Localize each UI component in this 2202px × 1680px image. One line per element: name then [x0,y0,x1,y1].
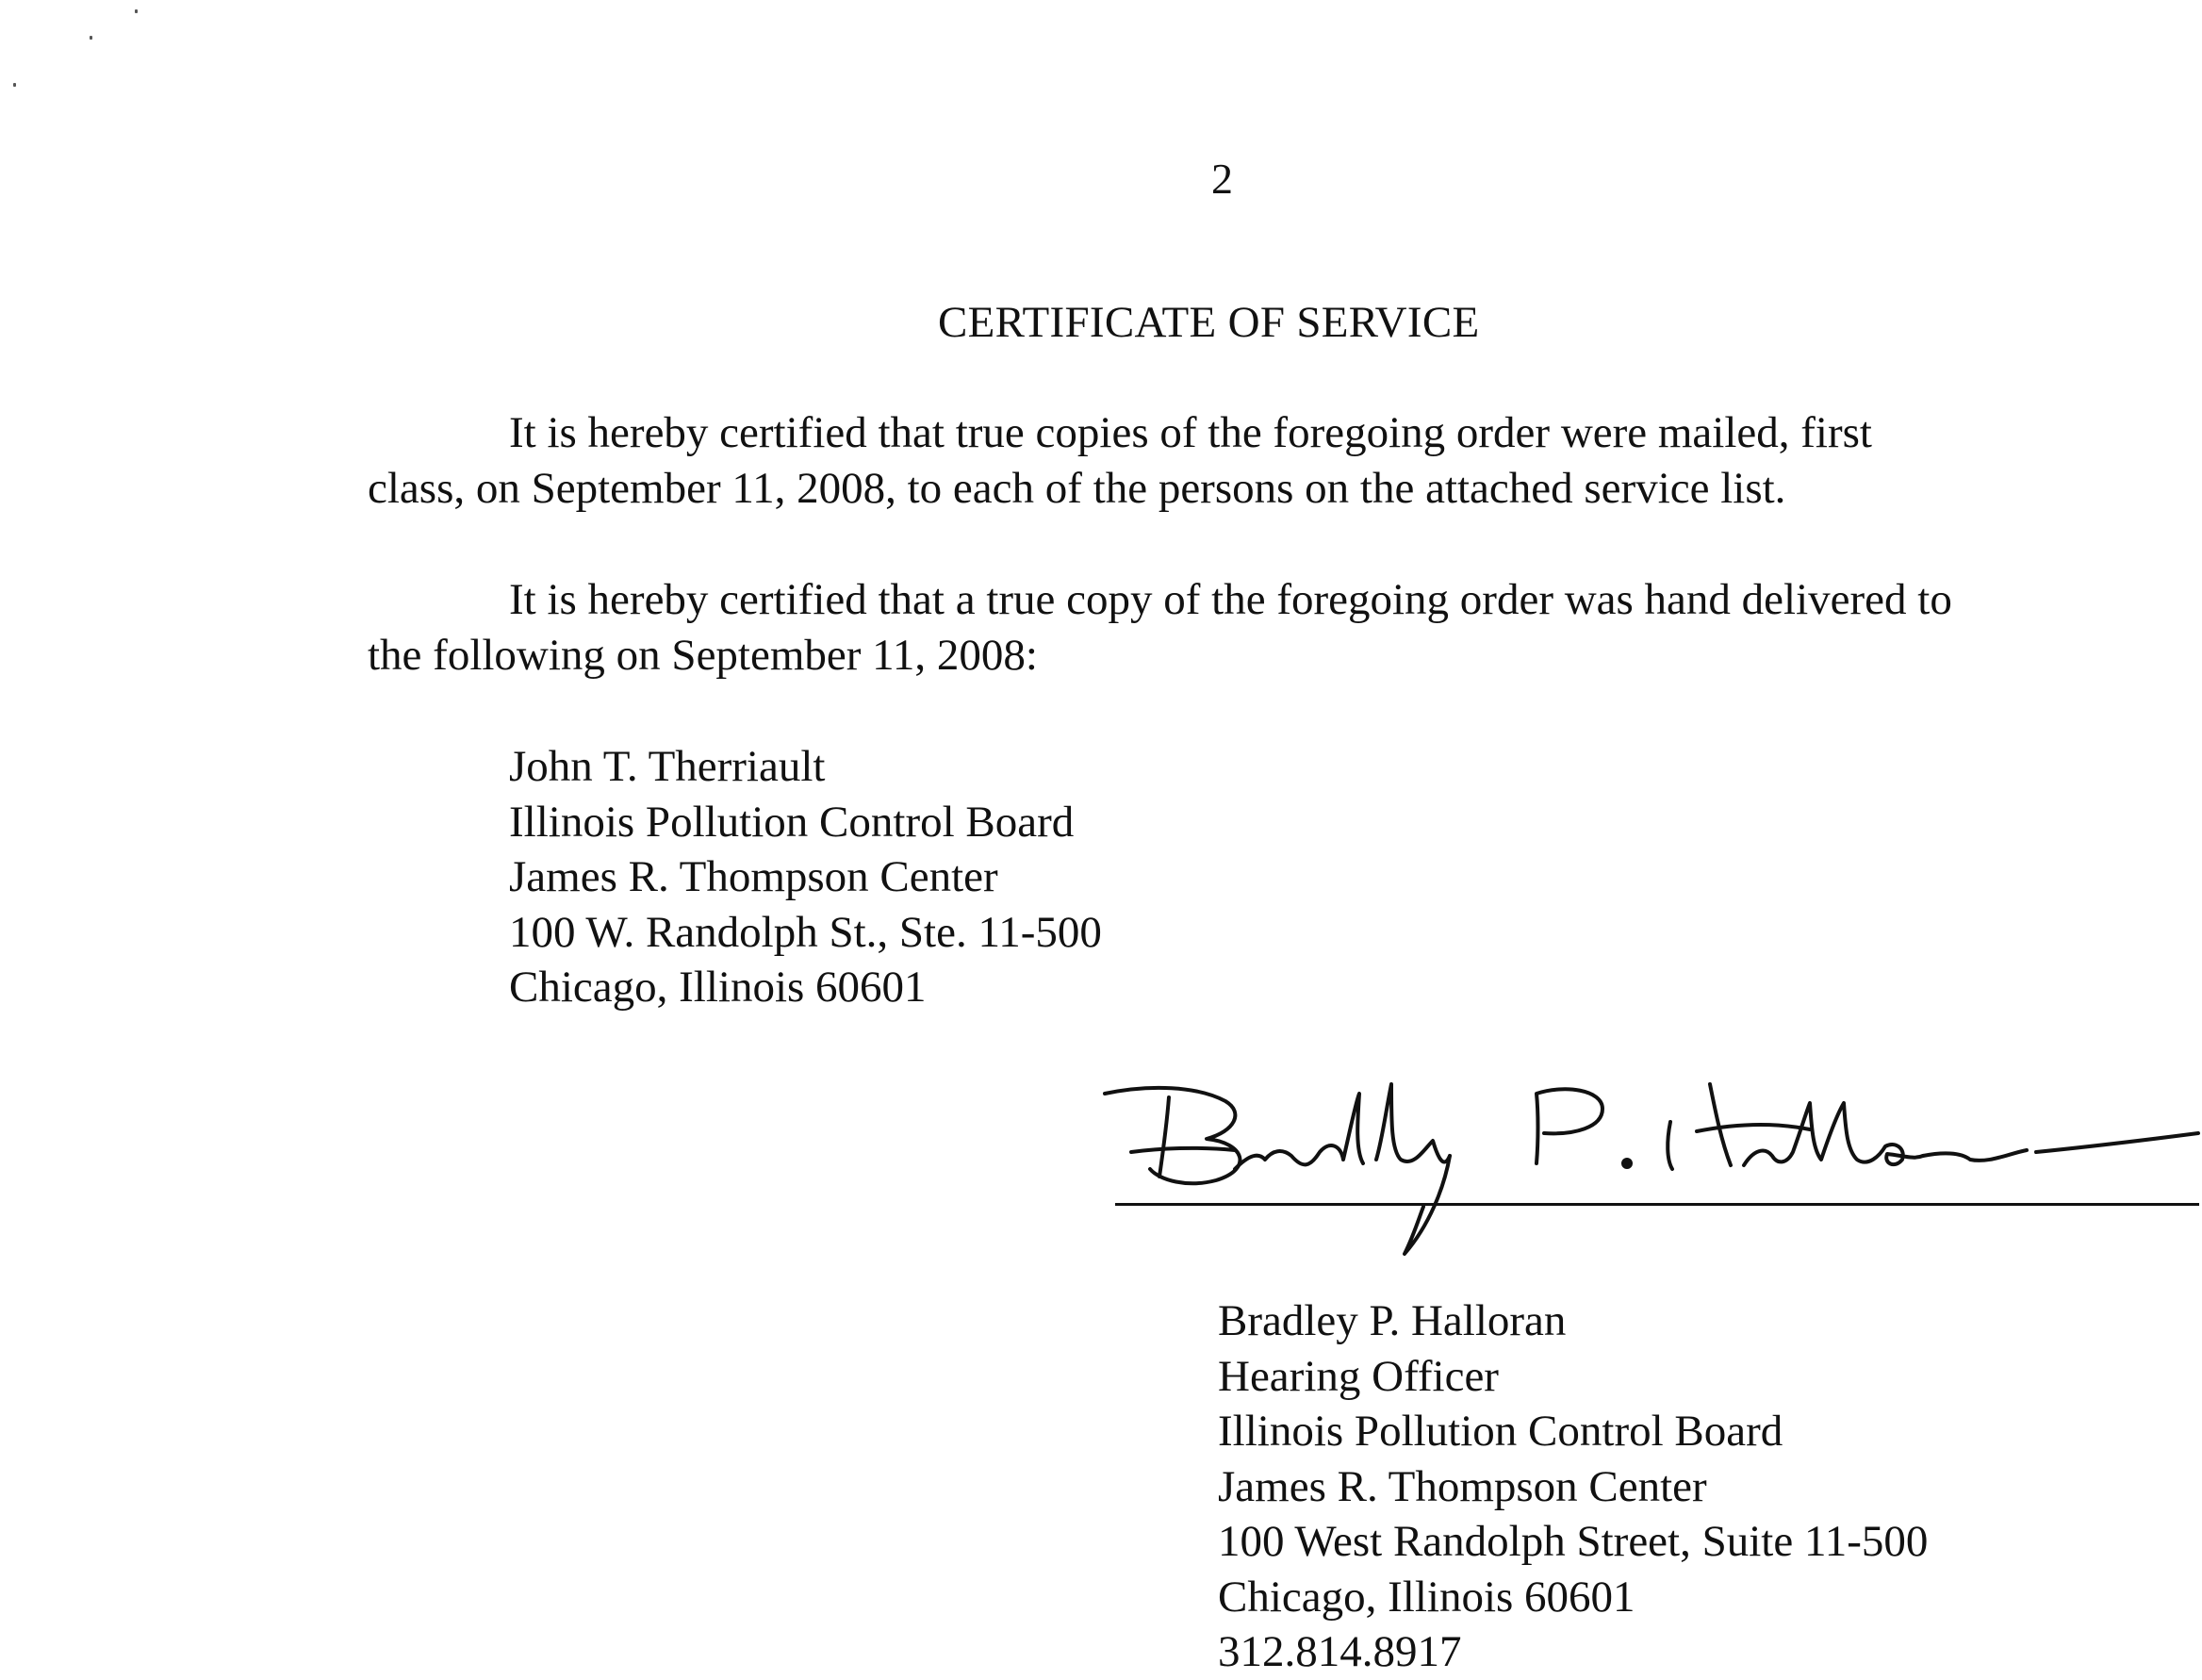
signer-block [1218,1293,1928,1680]
paragraph-line: class, on September 11, 2008, to each of the persons on the attached service list. [368,464,1786,513]
recipient-name: John T. Therriault [509,742,826,791]
recipient-street: 100 W. Randolph St., Ste. 11-500 [509,907,1102,957]
signer-name: Bradley P. Halloran [1218,1296,1567,1345]
signer-phone: 312.814.8917 [1218,1627,1462,1676]
paragraph-line: It is hereby certified that true copies of the foregoing order were mailed, first [509,408,1872,457]
scan-speck [90,36,92,40]
paragraph-hand-delivered [368,572,2083,684]
recipient-building: James R. Thompson Center [509,852,998,901]
recipient-organization: Illinois Pollution Control Board [509,797,1075,847]
page-number: 2 [1211,155,1233,203]
document-title: CERTIFICATE OF SERVICE [938,298,1480,347]
paragraph-line: It is hereby certified that a true copy of the foregoing order was hand delivered to [509,575,1952,624]
handwritten-signature [1093,1065,2202,1273]
recipient-city: Chicago, Illinois 60601 [509,963,927,1012]
signer-street: 100 West Randolph Street, Suite 11-500 [1218,1517,1929,1566]
scan-speck [135,9,138,13]
scan-speck [13,83,16,87]
signature-line [1115,1203,2199,1206]
signer-city: Chicago, Illinois 60601 [1218,1572,1635,1622]
signer-building: James R. Thompson Center [1218,1461,1707,1511]
signer-title: Hearing Officer [1218,1351,1499,1401]
paragraph-mailed [368,405,2083,517]
paragraph-line: the following on September 11, 2008: [368,631,1038,680]
signer-organization: Illinois Pollution Control Board [1218,1407,1783,1456]
recipient-address [509,739,1102,1015]
